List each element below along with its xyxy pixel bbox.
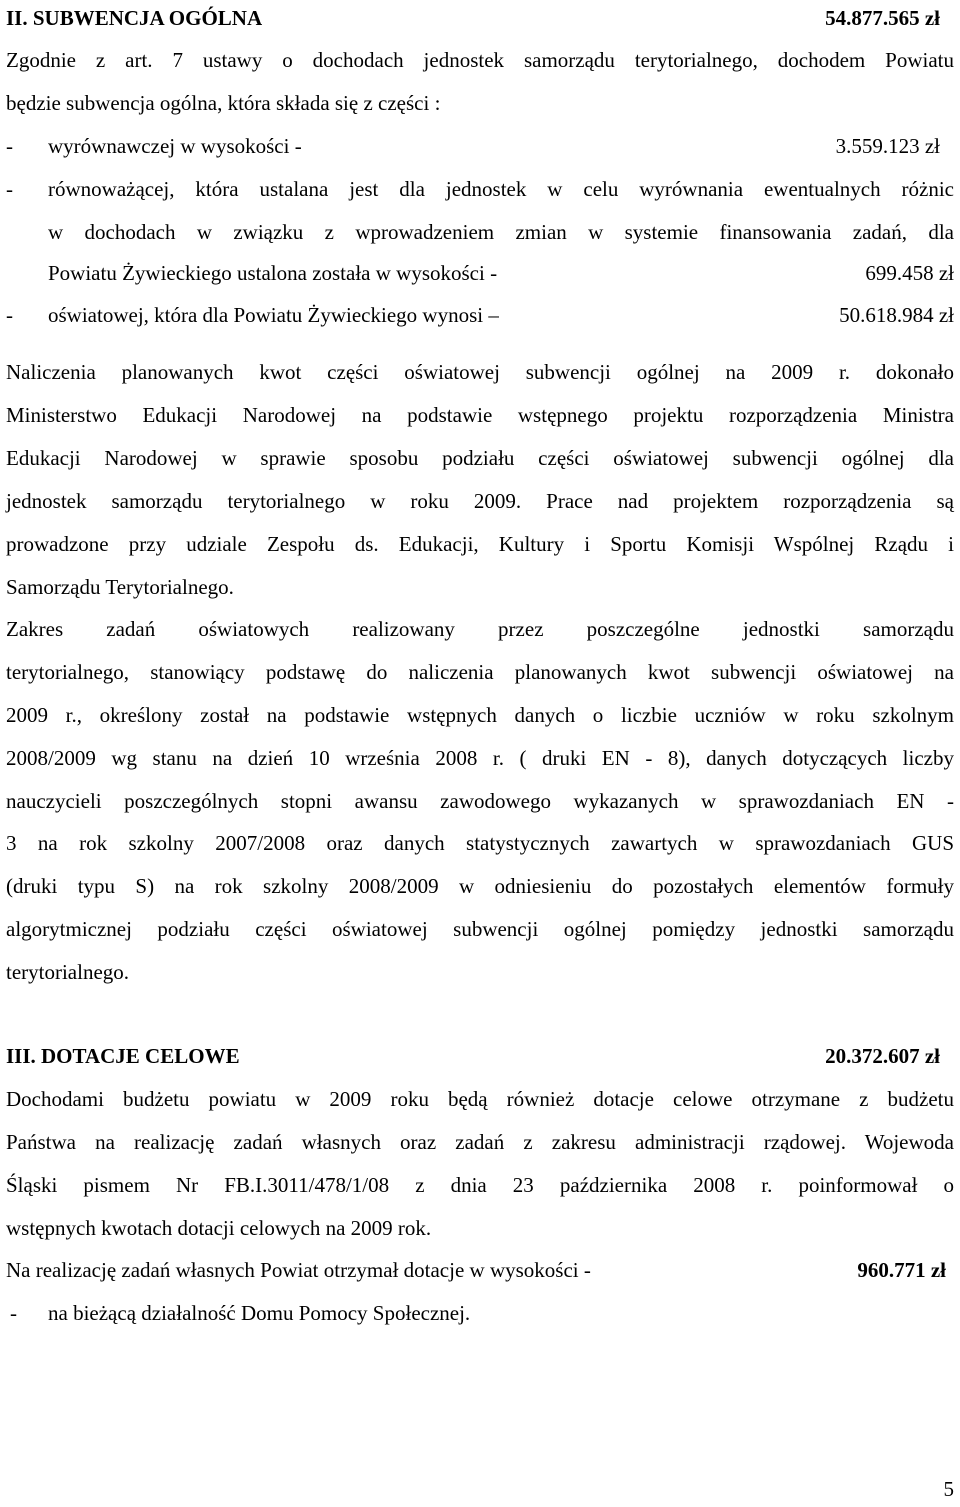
- s2-p1-line: Samorządu Terytorialnego.: [6, 575, 234, 599]
- section-3-heading: III. DOTACJE CELOWE: [6, 1044, 240, 1068]
- s3-own-tasks-amount: 960.771 zł: [857, 1258, 946, 1282]
- s3-item-1-text: na bieżącą działalność Domu Pomocy Społecznej.: [48, 1301, 471, 1325]
- s2-p1-line: Edukacji Narodowej w sprawie sposobu podziału części oświatowej subwencji ogólnej dla: [6, 446, 954, 470]
- s2-item-2-amount: 699.458 zł: [865, 261, 954, 285]
- s3-own-tasks-text: Na realizację zadań własnych Powiat otrzymał dotacje w wysokości -: [6, 1258, 591, 1282]
- s2-item-2-line-3: [6, 258, 954, 288]
- s3-own-tasks-row: [6, 1255, 954, 1285]
- s2-item-1: [6, 131, 954, 161]
- section-3-heading-row: [6, 1041, 954, 1071]
- s3-p1-line: Śląski pismem Nr FB.I.3011/478/1/08 z dnia 23 października 2008 r. poinformował o: [6, 1173, 954, 1197]
- s2-item-3: [6, 300, 954, 330]
- page-number: 5: [943, 1477, 954, 1501]
- section-2-heading: II. SUBWENCJA OGÓLNA: [6, 6, 263, 30]
- s2-item-1-text: wyrównawczej w wysokości -: [48, 134, 302, 158]
- s2-p2-line: Zakres zadań oświatowych realizowany przez poszczególne jednostki samorządu: [6, 617, 954, 641]
- s3-p1-line: Dochodami budżetu powiatu w 2009 roku będą również dotacje celowe otrzymane z budżetu: [6, 1087, 954, 1111]
- list-dash: -: [6, 177, 13, 201]
- s2-p2-line: terytorialnego.: [6, 960, 130, 984]
- s2-p1-line: jednostek samorządu terytorialnego w roku 2009. Prace nad projektem rozporządzenia są: [6, 489, 954, 513]
- s2-item-3-amount: 50.618.984 zł: [839, 303, 954, 327]
- list-dash: -: [6, 303, 13, 327]
- s2-p2-line: 2009 r., określony został na podstawie wstępnych danych o liczbie uczniów w roku szkolnym: [6, 703, 954, 727]
- s2-p2-line: 3 na rok szkolny 2007/2008 oraz danych statystycznych zawartych w sprawozdaniach GUS: [6, 831, 954, 855]
- s2-item-2-text-1: równoważącej, która ustalana jest dla jednostek w celu wyrównania ewentualnych różnic: [48, 177, 954, 201]
- s2-item-3-text: oświatowej, która dla Powiatu Żywieckiego wynosi –: [48, 303, 499, 327]
- s2-p1-line: Ministerstwo Edukacji Narodowej na podstawie wstępnego projektu rozporządzenia Ministra: [6, 403, 954, 427]
- list-dash: -: [6, 134, 13, 158]
- s2-item-2-line-2: [6, 217, 954, 247]
- s3-p1-line: Państwa na realizację zadań własnych oraz zadań z zakresu administracji rządowej. Wojewoda: [6, 1130, 954, 1154]
- s2-item-1-amount: 3.559.123 zł: [835, 134, 940, 158]
- s2-item-2-line-1: [6, 174, 954, 204]
- section-2-heading-row: [6, 3, 954, 33]
- s3-item-1: [6, 1298, 954, 1328]
- s2-p1-line: prowadzone przy udziale Zespołu ds. Edukacji, Kultury i Sportu Komisji Wspólnej Rządu i: [6, 532, 954, 556]
- s2-p2-line: 2008/2009 wg stanu na dzień 10 września 2008 r. ( druki EN - 8), danych dotyczących liczby: [6, 746, 954, 770]
- section-2-amount: 54.877.565 zł: [825, 6, 940, 30]
- s2-intro-line-2: będzie subwencja ogólna, która składa się z części :: [6, 91, 441, 115]
- s2-p2-line: nauczycieli poszczególnych stopni awansu zawodowego wykazanych w sprawozdaniach EN -: [6, 789, 954, 813]
- s2-p2-line: terytorialnego, stanowiący podstawę do naliczenia planowanych kwot subwencji oświatowej na: [6, 660, 954, 684]
- s3-p1-line: wstępnych kwotach dotacji celowych na 2009 rok.: [6, 1216, 432, 1240]
- s2-p2-line: algorytmicznej podziału części oświatowej subwencji ogólnej pomiędzy jednostki samorządu: [6, 917, 954, 941]
- s2-item-2-text-2: w dochodach w związku z wprowadzeniem zmian w systemie finansowania zadań, dla: [48, 220, 954, 244]
- s2-p2-line: (druki typu S) na rok szkolny 2008/2009 w odniesieniu do pozostałych elementów formuły: [6, 874, 954, 898]
- s2-item-2-text-3: Powiatu Żywieckiego ustalona została w wysokości -: [48, 261, 498, 285]
- s2-intro-line-1: Zgodnie z art. 7 ustawy o dochodach jednostek samorządu terytorialnego, dochodem Powiatu: [6, 48, 954, 72]
- list-dash: -: [10, 1301, 17, 1325]
- section-3-amount: 20.372.607 zł: [825, 1044, 940, 1068]
- s2-p1-line: Naliczenia planowanych kwot części oświatowej subwencji ogólnej na 2009 r. dokonało: [6, 360, 954, 384]
